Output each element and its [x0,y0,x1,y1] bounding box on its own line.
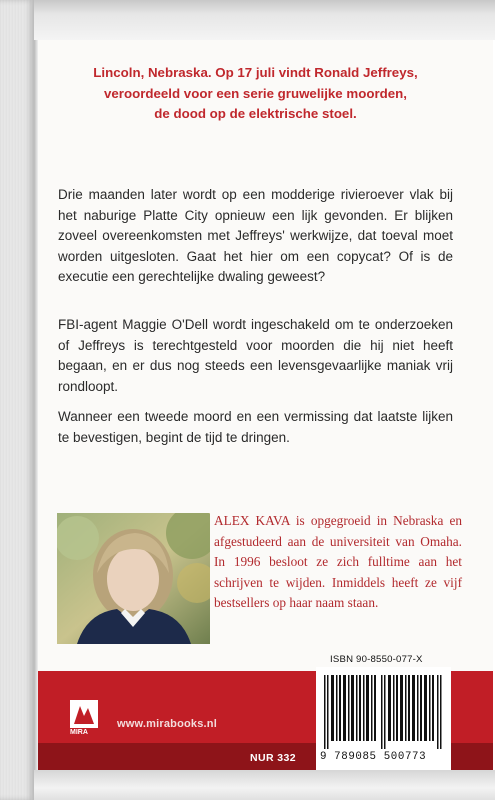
synopsis-paragraph-3: Wanneer een tweede moord en een vermissing dat laatste lijken te bevestigen, begint de tijd te dringen. [58,409,453,445]
page-edges [0,0,34,800]
intro-line-1: Lincoln, Nebraska. Op 17 juli vindt Ronald Jeffreys, [93,65,418,80]
isbn: ISBN 90-8550-077-X [330,654,423,665]
author-photo [57,513,210,644]
intro-blurb [58,63,453,125]
author-bio: ALEX KAVA is opgegroeid in Nebraska en afgestudeerd aan de universiteit van Omaha. In 1996 besloot ze zich fulltime aan het schrijven te wijden. Inmiddels heeft ze vijf bestsellers op haar naam staan. [214,513,462,611]
top-page-edge [34,0,495,40]
barcode-icon [324,675,444,749]
synopsis-paragraph-2: FBI-agent Maggie O'Dell wordt ingeschakeld om te onderzoeken of Jeffreys is terechtgesteld voor moorden die hij niet heeft begaan, en er dus nog steeds een levensgevaarlijke maniak vrij rondloopt. [58,317,453,394]
mira-logo-text: MIRA [70,729,88,736]
bottom-page-edge [34,770,495,800]
nur-code: NUR 332 [250,752,296,764]
synopsis-paragraph-1: Drie maanden later wordt op een modderige rivieroever vlak bij het naburige Platte City opnieuw een lijk gevonden. Er blijken zoveel overeenkomsten met Jeffreys' werkwijze, dat toeval moet worden uitgesloten. Gaat het hier om een copycat? Of is de executie een gerechtelijke dwaling geweest? [58,187,453,285]
intro-line-2: veroordeeld voor een serie gruwelijke moorden, [104,85,407,101]
intro-line-3: de dood op de elektrische stoel. [154,106,357,121]
barcode-number: 9 789085 500773 [320,751,427,763]
publisher-website: www.mirabooks.nl [117,718,217,730]
